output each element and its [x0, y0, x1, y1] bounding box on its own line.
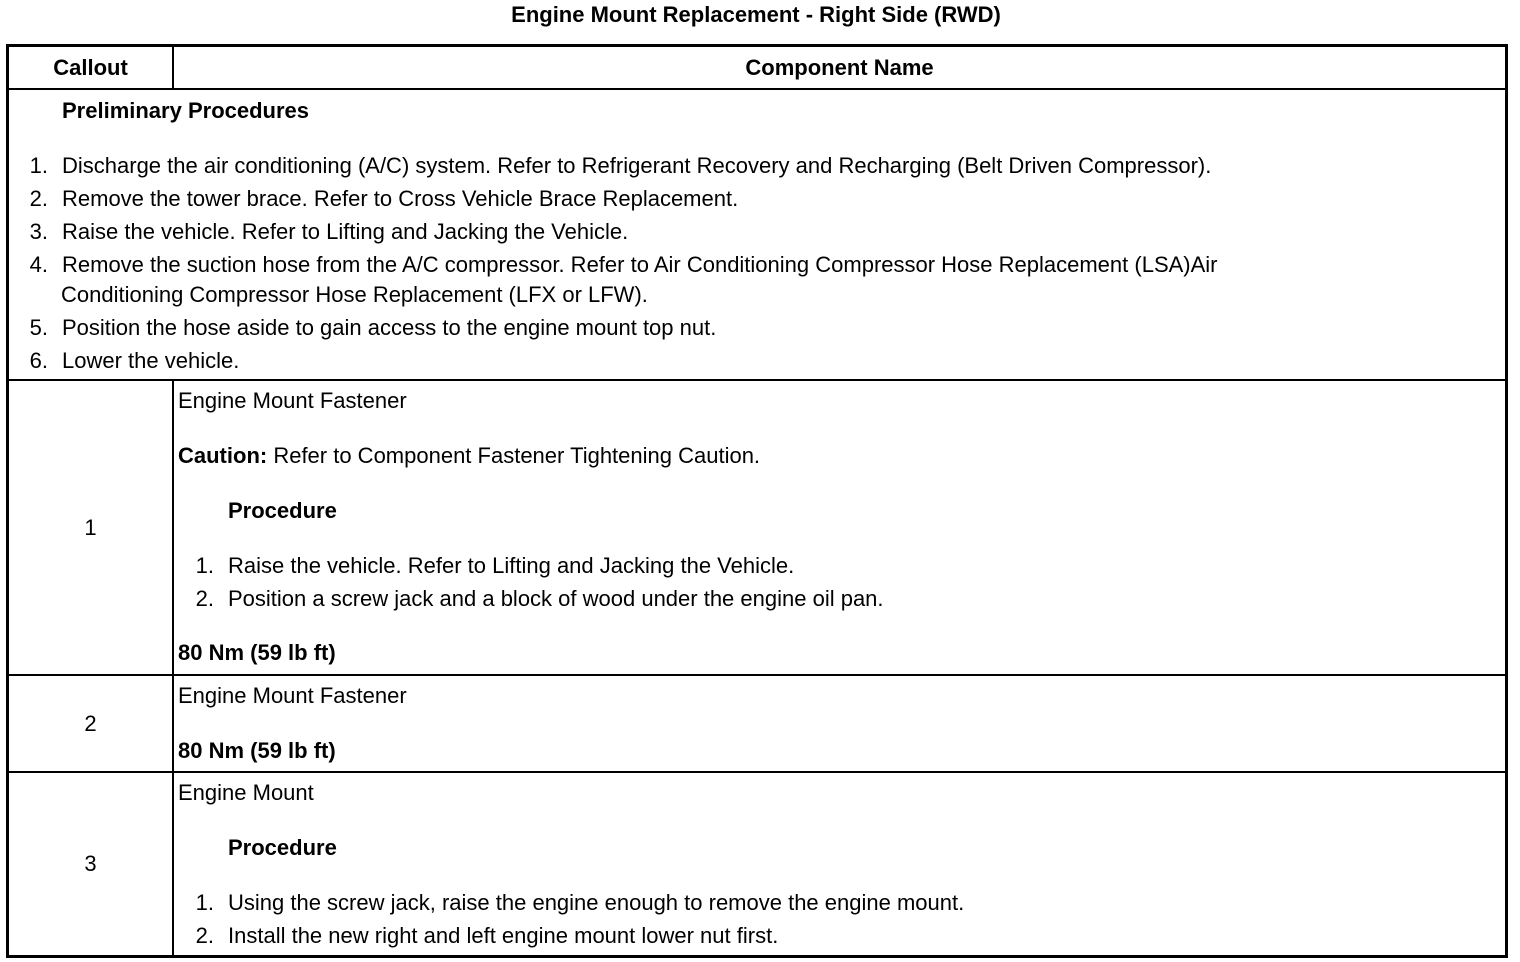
torque-spec: 80 Nm (59 lb ft) — [178, 738, 336, 763]
prelim-step-text-continued: Conditioning Compressor Hose Replacement (LFX or LFW). — [61, 282, 648, 307]
procedure-step-text: Using the screw jack, raise the engine enough to remove the engine mount. — [228, 890, 965, 915]
prelim-step-text: Remove the suction hose from the A/C compressor. Refer to Air Conditioning Compressor Hose Replacement (LSA)Air — [62, 252, 1218, 277]
caution-text: Refer to Component Fastener Tightening Caution. — [267, 443, 761, 468]
prelim-step-number: 3. — [29, 219, 48, 244]
component-name: Engine Mount — [178, 780, 314, 805]
table-header-row — [9, 47, 1505, 90]
torque-spec: 80 Nm (59 lb ft) — [178, 640, 336, 665]
header-component-name: Component Name — [745, 54, 934, 80]
procedure-step-text: Install the new right and left engine mount lower nut first. — [228, 923, 779, 948]
callout-number: 2 — [9, 676, 174, 771]
prelim-step-text: Remove the tower brace. Refer to Cross Vehicle Brace Replacement. — [62, 186, 739, 211]
procedure-step-number: 1. — [195, 890, 214, 915]
procedure-table — [6, 44, 1508, 958]
procedure-step-text: Raise the vehicle. Refer to Lifting and Jacking the Vehicle. — [228, 553, 795, 578]
procedure-step-text: Position a screw jack and a block of wood under the engine oil pan. — [228, 586, 884, 611]
prelim-step-number: 5. — [29, 315, 48, 340]
preliminary-heading: Preliminary Procedures — [62, 98, 310, 123]
page-title: Engine Mount Replacement - Right Side (RWD) — [511, 2, 1001, 27]
prelim-step-number: 2. — [29, 186, 48, 211]
procedure-step-number: 1. — [195, 553, 214, 578]
caution-note — [178, 443, 760, 469]
prelim-step-text: Discharge the air conditioning (A/C) system. Refer to Refrigerant Recovery and Recharging (Belt Driven Compressor). — [62, 153, 1212, 178]
prelim-step-number: 4. — [29, 252, 48, 277]
prelim-step-number: 1. — [29, 153, 48, 178]
prelim-step-text: Lower the vehicle. — [62, 348, 240, 373]
header-callout: Callout — [9, 47, 174, 88]
preliminary-procedures-row — [9, 90, 1505, 381]
procedure-step-number: 2. — [195, 923, 214, 948]
prelim-step-number: 6. — [29, 348, 48, 373]
table-row — [9, 381, 1505, 676]
table-row — [9, 773, 1505, 955]
prelim-step-text: Position the hose aside to gain access to the engine mount top nut. — [62, 315, 717, 340]
table-row — [9, 676, 1505, 773]
callout-number: 1 — [9, 381, 174, 674]
procedure-heading: Procedure — [228, 835, 337, 860]
component-cell — [174, 676, 1505, 771]
procedure-step-number: 2. — [195, 586, 214, 611]
component-cell — [174, 381, 1505, 674]
component-name: Engine Mount Fastener — [178, 683, 407, 708]
caution-label: Caution: — [178, 443, 268, 468]
component-name: Engine Mount Fastener — [178, 388, 407, 413]
component-cell — [174, 773, 1505, 955]
prelim-step-text: Raise the vehicle. Refer to Lifting and Jacking the Vehicle. — [62, 219, 629, 244]
procedure-heading: Procedure — [228, 498, 337, 523]
callout-number: 3 — [9, 773, 174, 955]
